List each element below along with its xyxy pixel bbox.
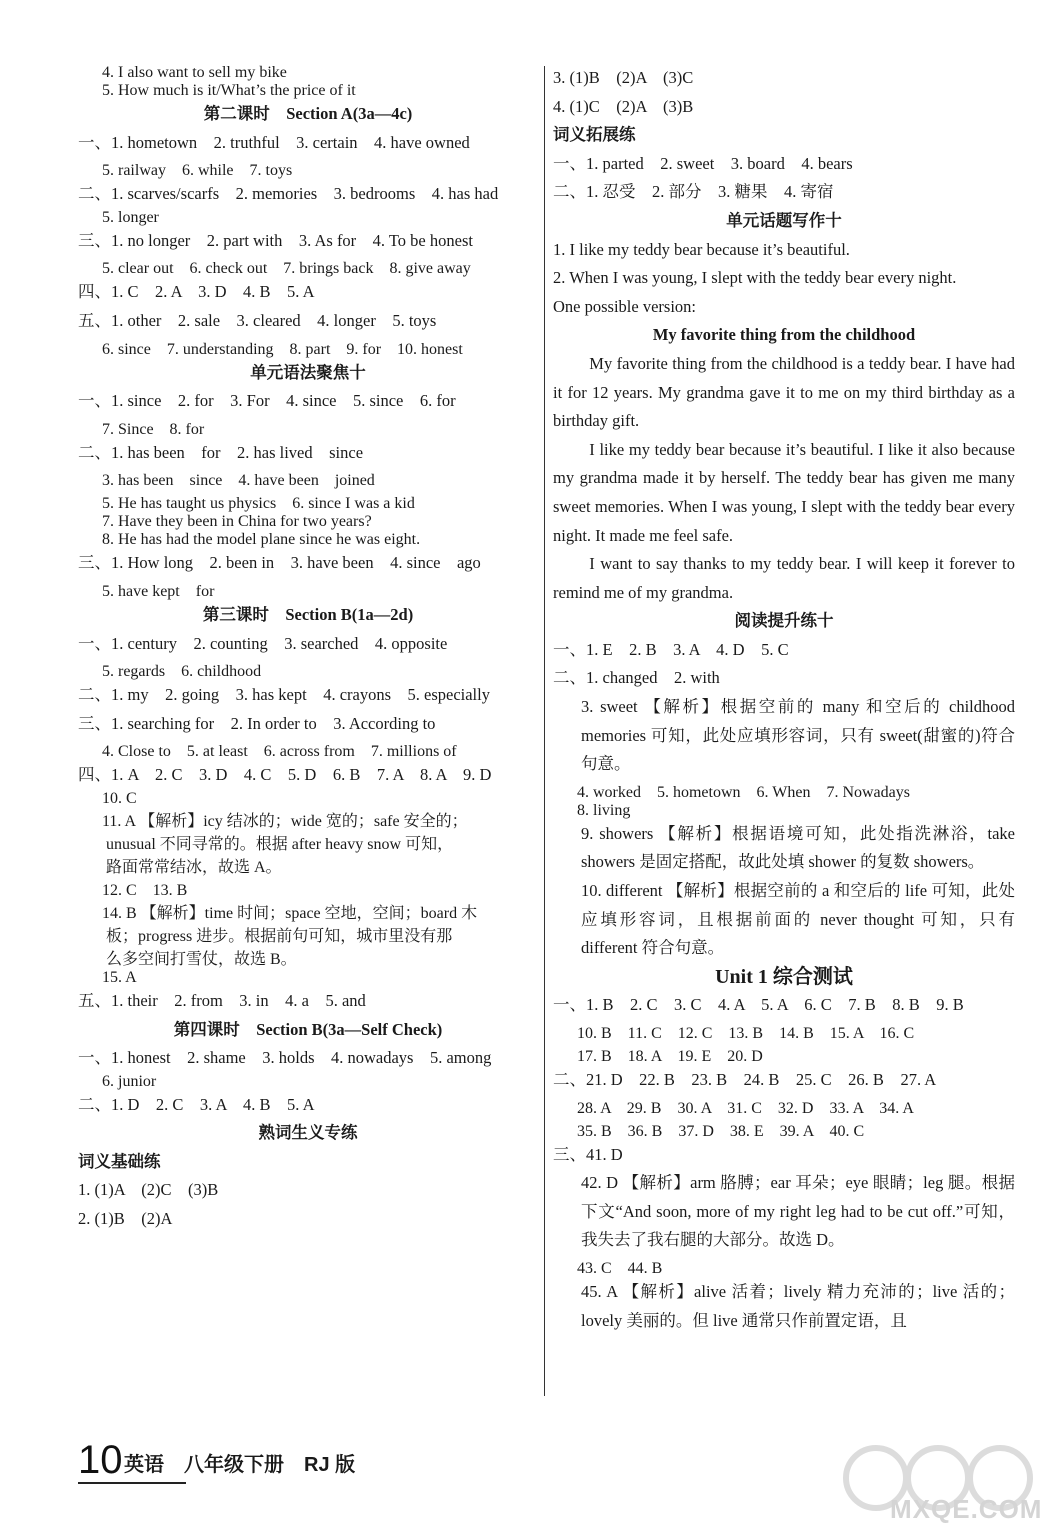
answer-line: 3. (1)B (2)A (3)C: [553, 68, 694, 87]
essay-paragraph: I want to say thanks to my teddy bear. I will keep it forever to remind me of my grandma.: [553, 554, 1015, 602]
answer-line: 6. junior: [102, 1072, 157, 1090]
answer-line: 4. (1)C (2)A (3)B: [553, 96, 694, 116]
answer-line: 9. showers 【解析】根据语境可知，此处指洗淋浴，take showers 是固定搭配，故此处填 shower 的复数 showers。: [581, 823, 1015, 872]
answer-line: 10. B 11. C 12. C 13. B 14. B 15. A 16. C: [577, 1025, 915, 1042]
answer-line: 35. B 36. B 37. D 38. E 39. A 40. C: [577, 1122, 865, 1140]
answer-line: 1. (1)A (2)C (3)B: [78, 1180, 219, 1200]
answer-line: 三、41. D: [553, 1144, 623, 1164]
answer-line: 1. I like my teddy bear because it’s beautiful.: [553, 239, 850, 259]
footer-title: 英语 八年级下册 RJ 版: [124, 1454, 356, 1476]
answer-line: 一、1. B 2. C 3. C 4. A 5. A 6. C 7. B 8. B 9. B: [553, 995, 964, 1015]
essay-block: [553, 350, 1015, 607]
answer-line: 二、21. D 22. B 23. B 24. B 25. C 26. B 27. A: [553, 1070, 937, 1089]
answer-line: 8. living: [577, 801, 631, 819]
answer-line: My favorite thing from the childhood: [652, 325, 916, 345]
answer-line: 2. When I was young, I slept with the teddy bear every night.: [553, 268, 957, 288]
answer-line: 2. (1)B (2)A: [78, 1209, 173, 1229]
answer-line: 五、1. other 2. sale 3. cleared 4. longer 5. toys: [78, 310, 437, 330]
answer-line: 单元话题写作十: [726, 210, 842, 230]
answer-line: 词义基础练: [78, 1151, 161, 1171]
answer-line: 12. C 13. B: [102, 881, 188, 899]
answer-line: unusual 不同寻常的。根据 after heavy snow 可知，: [106, 835, 454, 853]
right-column: [553, 64, 1015, 1335]
column-divider: [544, 66, 545, 1396]
answer-line: 四、1. C 2. A 3. D 4. B 5. A: [78, 282, 315, 302]
answer-line: 4. worked 5. hometown 6. When 7. Nowadays: [577, 783, 910, 801]
answer-line: 四、1. A 2. C 3. D 4. C 5. D 6. B 7. A 8. A 9. D: [78, 765, 492, 785]
answer-line: 阅读提升练十: [734, 611, 834, 631]
answer-line: 二、1. scarves/scarfs 2. memories 3. bedrooms 4. has had: [78, 184, 499, 204]
answer-line: 一、1. honest 2. shame 3. holds 4. nowadays 5. among: [78, 1048, 492, 1068]
answer-line: 一、1. E 2. B 3. A 4. D 5. C: [553, 639, 789, 659]
answer-line: 7. Since 8. for: [102, 420, 205, 438]
reading-items-block: [553, 693, 1015, 963]
answer-line: 一、1. century 2. counting 3. searched 4. opposite: [78, 633, 448, 653]
page-number: 10: [78, 1438, 123, 1482]
answer-line: 5. He has taught us physics 6. since I was a kid: [102, 495, 415, 513]
answer-line: Unit 1 综合测试: [715, 965, 853, 988]
unit-test-block: [553, 963, 1015, 1169]
answer-line: 11. A 【解析】icy 结冰的；wide 宽的；safe 安全的；: [102, 812, 468, 830]
answer-line: 路面常常结冰，故选 A。: [106, 858, 282, 876]
answer-line: 三、1. How long 2. been in 3. have been 4. since ago: [78, 553, 481, 573]
unit-items-block: [553, 1169, 1015, 1335]
reading-block: [553, 607, 1015, 693]
answer-line: 5. regards 6. childhood: [102, 663, 262, 681]
answer-line: 45. A 【解析】alive 活着；lively 精力充沛的；live 活的；lovely 美丽的。但 live 通常只作前置定语，且: [581, 1281, 1015, 1330]
answer-line: 三、1. no longer 2. part with 3. As for 4. To be honest: [78, 230, 473, 250]
answer-line: 板；progress 进步。根据前句可知，城市里没有那: [106, 927, 453, 945]
answer-line: 单元语法聚焦十: [250, 362, 366, 382]
answer-line: 3. sweet 【解析】根据空前的 many 和空后的 childhood memories 可知，此处应填形容词，只有 sweet(甜蜜的)符合句意。: [581, 697, 1015, 774]
answer-line: One possible version:: [553, 296, 696, 316]
watermark-logo: [838, 1440, 1043, 1532]
answer-line: 么多空间打雪仗，故选 B。: [106, 950, 297, 968]
answer-line: 第四课时 Section B(3a—Self Check): [173, 1019, 443, 1039]
answer-line: 17. B 18. A 19. E 20. D: [577, 1048, 763, 1065]
answer-line: 二、1. has been for 2. has lived since: [78, 442, 364, 462]
answer-line: 二、1. my 2. going 3. has kept 4. crayons 5. especially: [78, 685, 490, 705]
answer-line: 二、1. 忍受 2. 部分 3. 糖果 4. 寄宿: [553, 182, 834, 202]
answer-line: 4. I also want to sell my bike: [102, 64, 287, 81]
answer-line: 28. A 29. B 30. A 31. C 32. D 33. A 34. A: [577, 1099, 914, 1117]
answer-line: 熟词生义专练: [258, 1123, 358, 1143]
answer-line: 15. A: [102, 968, 137, 986]
answer-line: 6. since 7. understanding 8. part 9. for 10. honest: [102, 340, 463, 358]
answer-line: 词义拓展练: [553, 125, 636, 145]
answer-line: 10. different 【解析】根据空前的 a 和空后的 life 可知，此处应填形容词，且根据前面的 never thought 可知，只有 different 符合句意。: [581, 881, 1015, 958]
left-column: [78, 64, 538, 1234]
answer-line: 一、1. hometown 2. truthful 3. certain 4. have owned: [78, 132, 470, 152]
essay-paragraph: My favorite thing from the childhood is a teddy bear. I have had it for 12 years. My grandma gave it to me on my third birthday as a birthday gift.: [553, 353, 1015, 431]
answer-line: 5. clear out 6. check out 7. brings back 8. give away: [102, 260, 471, 278]
answer-line: 一、1. since 2. for 3. For 4. since 5. since 6. for: [78, 391, 456, 411]
answer-line: 5. have kept for: [102, 582, 215, 600]
essay-paragraph: I like my teddy bear because it’s beautiful. I like it also because my grandma made it by herself. The teddy bear has given me many sweet memories. When I was young, I slept with the teddy bear every night. It made me feel safe.: [553, 439, 1015, 545]
footer-rule: [78, 1482, 186, 1484]
answer-line: 5. longer: [102, 208, 159, 226]
answer-line: 5. railway 6. while 7. toys: [102, 162, 293, 180]
answer-line: 43. C 44. B: [577, 1259, 663, 1277]
answer-line: 4. Close to 5. at least 6. across from 7. millions of: [102, 743, 457, 761]
answer-line: 14. B 【解析】time 时间；space 空地，空间；board 木: [102, 904, 478, 922]
answer-line: 三、1. searching for 2. In order to 3. According to: [78, 713, 436, 733]
answer-line: 8. He has had the model plane since he was eight.: [102, 531, 421, 549]
watermark-text: MXQE.COM: [890, 1494, 1043, 1524]
answer-line: 二、1. changed 2. with: [553, 668, 720, 688]
answer-line: 一、1. parted 2. sweet 3. board 4. bears: [553, 153, 853, 173]
answer-line: 第三课时 Section B(1a—2d): [202, 604, 414, 624]
right-top-block: [553, 64, 1015, 350]
answer-line: 3. has been since 4. have been joined: [102, 472, 375, 490]
answer-line: 42. D 【解析】arm 胳膊；ear 耳朵；eye 眼睛；leg 腿。根据下文“And soon, more of my right leg had to be cut off.”可知，我失去了我右腿的大部分。故选 D。: [581, 1173, 1015, 1250]
answer-line: 第二课时 Section A(3a—4c): [203, 104, 413, 123]
answer-line: 5. How much is it/What’s the price of it: [102, 82, 356, 99]
answer-line: 7. Have they been in China for two years?: [102, 513, 372, 531]
answer-line: 二、1. D 2. C 3. A 4. B 5. A: [78, 1094, 315, 1114]
answer-line: 五、1. their 2. from 3. in 4. a 5. and: [78, 990, 366, 1010]
answer-line: 10. C: [102, 789, 137, 807]
